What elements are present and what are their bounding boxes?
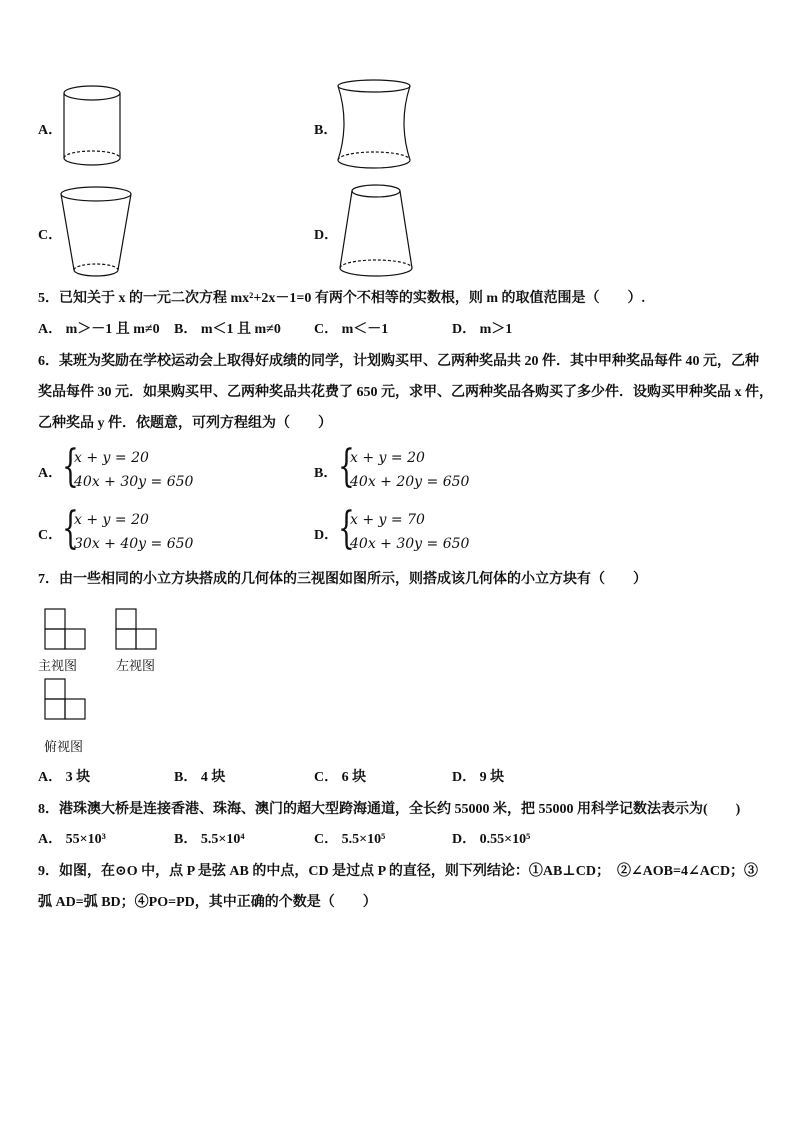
q5-stem: 5．已知关于 x 的一元二次方程 mx²+2x－1=0 有两个不相等的实数根，则 m 的取值范围是（ ）. — [38, 291, 645, 306]
hourglass-solid-figure — [334, 78, 414, 174]
front-view-figure — [44, 608, 88, 652]
q7-option-c: C． 6 块 — [314, 770, 367, 785]
q6-a-eq1: x + y = 20 — [74, 450, 149, 466]
front-view-label: 主视图 — [38, 659, 78, 674]
q5-option-a: A． m＞－1 且 m≠0 — [38, 322, 160, 337]
q6-d-eq2: 40x + 30y = 650 — [350, 536, 470, 552]
q6-option-a-label: A． — [38, 466, 63, 481]
q6-stem-line3: 乙种奖品 y 件．依题意，可列方程组为（ ） — [38, 416, 332, 431]
q8-stem: 8．港珠澳大桥是连接香港、珠海、澳门的超大型跨海通道，全长约 55000 米，把 55000 用科学记数法表示为( ) — [38, 802, 741, 817]
q4-option-c-label: C． — [38, 228, 63, 243]
q8-option-d: D． 0.55×10⁵ — [452, 832, 531, 847]
q6-c-eq2: 30x + 40y = 650 — [74, 536, 194, 552]
q8-option-c: C． 5.5×10⁵ — [314, 832, 386, 847]
q6-stem-line1: 6．某班为奖励在学校运动会上取得好成绩的同学，计划购买甲、乙两种奖品共 20 件．其中甲种奖品每件 40 元，乙种 — [38, 354, 759, 369]
q4-option-b-label: B． — [314, 123, 338, 138]
cylinder-figure — [62, 84, 124, 170]
q6-a-eq2: 40x + 30y = 650 — [74, 474, 194, 490]
q4-option-a-label: A． — [38, 123, 63, 138]
q4-option-d-label: D． — [314, 228, 339, 243]
q8-option-a: A． 55×10³ — [38, 832, 106, 847]
top-view-figure — [44, 678, 88, 722]
q6-b-eq1: x + y = 20 — [350, 450, 425, 466]
q6-b-eq2: 40x + 20y = 650 — [350, 474, 470, 490]
q8-option-b: B． 5.5×10⁴ — [174, 832, 245, 847]
q7-option-d: D． 9 块 — [452, 770, 505, 785]
q7-stem: 7．由一些相同的小立方块搭成的几何体的三视图如图所示，则搭成该几何体的小立方块有（ ） — [38, 572, 647, 587]
left-view-label: 左视图 — [116, 659, 156, 674]
q5-option-b: B． m＜1 且 m≠0 — [174, 322, 281, 337]
left-view-figure — [115, 608, 159, 652]
top-view-label: 俯视图 — [44, 740, 84, 755]
upright-frustum-figure — [336, 182, 416, 280]
q5-option-c: C． m＜－1 — [314, 322, 389, 337]
q6-d-eq1: x + y = 70 — [350, 512, 425, 528]
q9-stem-line2: 弧 AD=弧 BD；④PO=PD，其中正确的个数是（ ） — [38, 895, 377, 910]
q6-option-b-label: B． — [314, 466, 338, 481]
q6-stem-line2: 奖品每件 30 元．如果购买甲、乙两种奖品共花费了 650 元，求甲、乙两种奖品各购买了多少件．设购买甲种奖品 x 件， — [38, 385, 773, 400]
q7-option-a: A． 3 块 — [38, 770, 91, 785]
q6-option-d-label: D． — [314, 528, 339, 543]
q6-c-eq1: x + y = 20 — [74, 512, 149, 528]
q5-option-d: D． m＞1 — [452, 322, 513, 337]
q9-stem-line1: 9．如图，在⊙O 中，点 P 是弦 AB 的中点，CD 是过点 P 的直径，则下列结论：①AB⊥CD； ②∠AOB=4∠ACD；③ — [38, 864, 759, 879]
inverted-frustum-figure — [58, 184, 134, 280]
q7-option-b: B． 4 块 — [174, 770, 226, 785]
q6-option-c-label: C． — [38, 528, 63, 543]
